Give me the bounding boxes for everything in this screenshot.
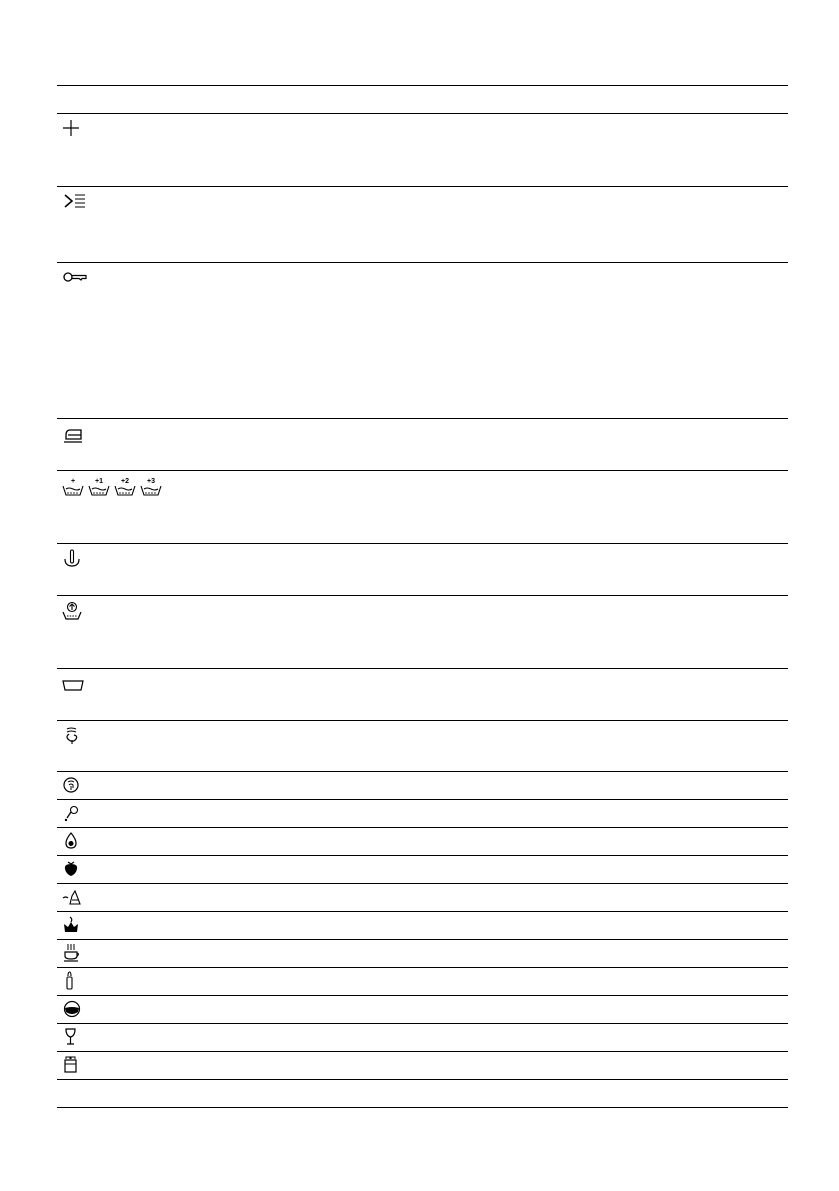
container-icon (61, 1055, 87, 1075)
table-row (57, 262, 788, 418)
bowl-icon (61, 999, 87, 1019)
empty-tray-icon (61, 674, 87, 694)
tap-icon (61, 803, 87, 823)
table-row (57, 967, 788, 995)
level-mark: + (70, 478, 76, 485)
level-mark: +3 (147, 478, 155, 485)
basin-steam-up-icon (61, 601, 87, 621)
table-row (57, 720, 788, 771)
table-bottom-rule (57, 1107, 788, 1108)
table-row (57, 883, 788, 911)
level-mark: +2 (121, 478, 129, 485)
table-row (57, 1079, 788, 1107)
temperature-probe-icon (61, 549, 87, 569)
table-row (57, 771, 788, 799)
table-row (57, 799, 788, 827)
table-row (57, 595, 788, 668)
table-row (57, 995, 788, 1023)
table-row (57, 418, 788, 470)
table-row (57, 113, 788, 186)
table-row (57, 911, 788, 939)
hand-wash-icon (61, 726, 87, 746)
hot-cup-icon (61, 943, 87, 963)
water-plus-levels-icon (61, 476, 161, 496)
table-row (57, 827, 788, 855)
iron-icon (61, 424, 87, 444)
plus-icon (61, 119, 87, 139)
crown-basket-icon (61, 915, 87, 935)
delicate-garment-icon (61, 887, 87, 907)
key-icon (61, 268, 87, 288)
table-row (57, 186, 788, 262)
wine-glass-icon (61, 1027, 87, 1047)
table-row (57, 543, 788, 595)
symbol-table (57, 0, 788, 1191)
table-row (57, 939, 788, 967)
table-row (57, 1023, 788, 1051)
fingerprint-circle-icon (61, 775, 87, 795)
table-row (57, 668, 788, 720)
table-row (57, 470, 788, 543)
strawberry-icon (61, 859, 87, 879)
chevron-list-icon (61, 192, 87, 212)
table-row (57, 1051, 788, 1079)
table-top-rule (57, 85, 788, 86)
table-row (57, 855, 788, 883)
level-mark: +1 (95, 478, 103, 485)
baby-bottle-icon (61, 971, 87, 991)
egg-icon (61, 831, 87, 851)
